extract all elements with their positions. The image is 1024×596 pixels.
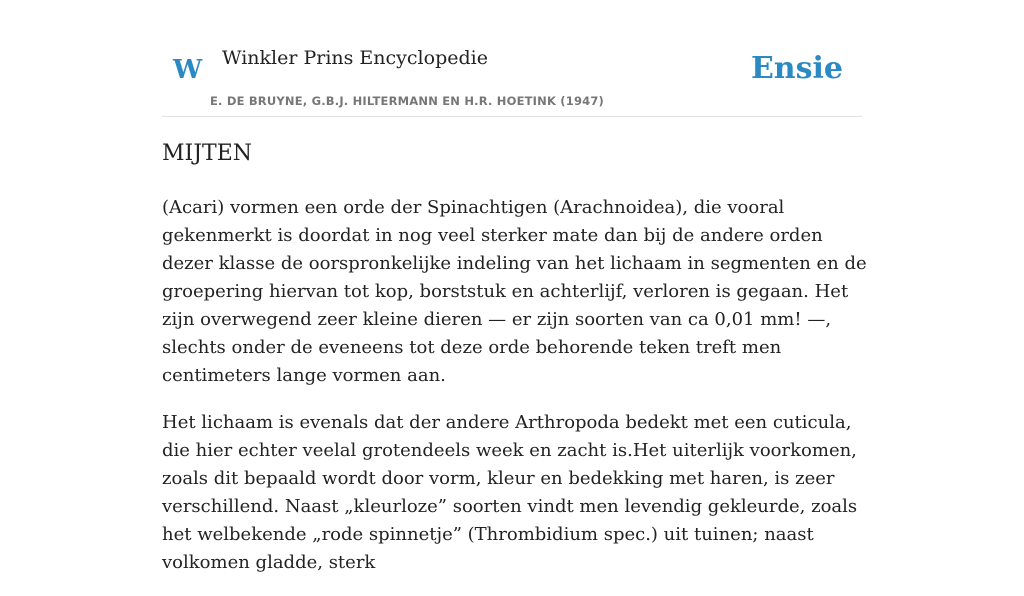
- article-title: MIJTEN: [162, 141, 253, 166]
- source-authors: E. DE BRUYNE, G.B.J. HILTERMANN EN H.R. HOETINK (1947): [210, 94, 605, 108]
- article-paragraph: (Acari) vormen een orde der Spinachtigen (Arachnoidea), die vooral gekenmerkt is doordat in nog veel sterker mate dan bij de andere orden dezer klasse de oorspronkelijke indeling van het lichaam in segmenten en de groepering hiervan tot kop, borststuk en achterlijf, verloren is gegaan. Het zijn overwegend zeer kleine dieren — er zijn soorten van ca 0,01 mm! —, slechts onder de eveneens tot deze orde behorende teken treft men centimeters lange vormen aan.: [162, 197, 867, 386]
- article-paragraph: Het lichaam is evenals dat der andere Arthropoda bedekt met een cuticula, die hier echter veelal grotendeels week en zacht is.Het uiterlijk voorkomen, zoals dit bepaald wordt door vorm, kleur en bedekking met haren, is zeer verschillend. Naast „kleurloze” soorten vindt men levendig gekleurde, zoals het welbekende „rode spinnetje” (Thrombidium spec.) uit tuinen; naast volkomen gladde, sterk: [162, 412, 858, 573]
- source-logo: W: [173, 55, 203, 85]
- source-title-link[interactable]: Winkler Prins Encyclopedie: [222, 47, 488, 69]
- source-header: [162, 0, 862, 117]
- ensie-logo-link[interactable]: Ensie: [750, 51, 843, 86]
- article: [162, 136, 872, 596]
